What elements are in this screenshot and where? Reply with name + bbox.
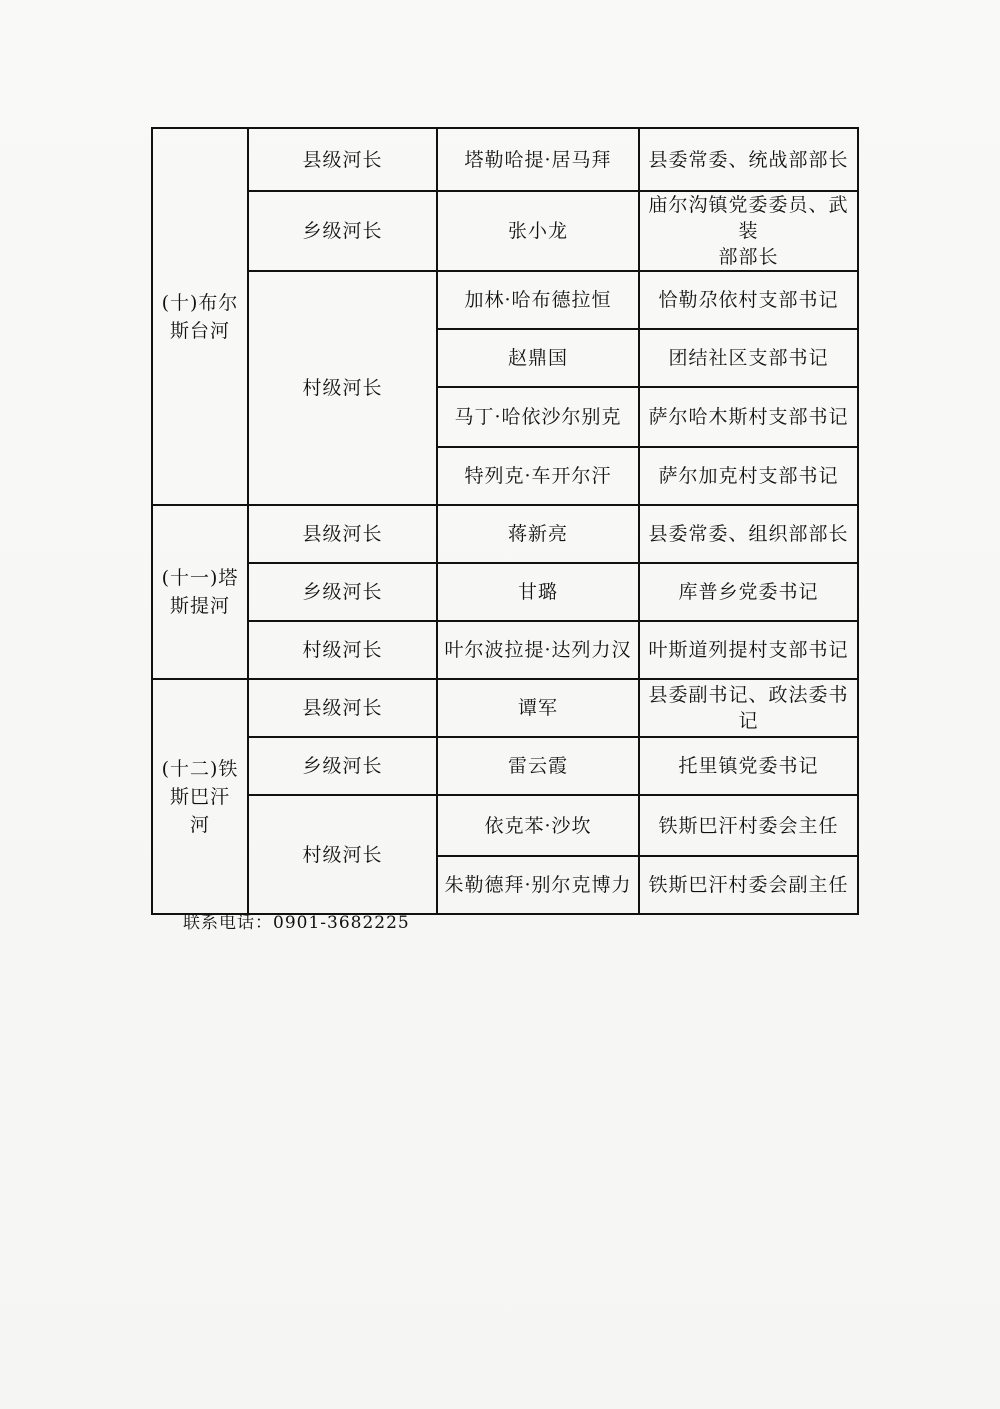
chief-title-cell xyxy=(639,191,858,271)
chief-level-cell: 县级河长 xyxy=(248,505,437,563)
chief-name-cell: 雷云霞 xyxy=(437,737,639,795)
river-name-cell xyxy=(152,505,248,679)
chief-name-cell: 依克苯·沙坎 xyxy=(437,795,639,856)
chief-level-cell: 乡级河长 xyxy=(248,563,437,621)
chief-name-cell: 甘璐 xyxy=(437,563,639,621)
chief-level-cell: 乡级河长 xyxy=(248,191,437,271)
table-row xyxy=(152,128,858,191)
table-row xyxy=(152,563,858,621)
river-name-line: 斯提河 xyxy=(169,595,230,617)
chief-title-cell: 县委常委、组织部部长 xyxy=(639,505,858,563)
chief-name-cell: 谭军 xyxy=(437,679,639,737)
table-row xyxy=(152,795,858,856)
chief-title-cell: 库普乡党委书记 xyxy=(639,563,858,621)
chief-name-cell: 蒋新亮 xyxy=(437,505,639,563)
chief-name-cell: 赵鼎国 xyxy=(437,329,639,387)
chief-title-cell: 恰勒尕依村支部书记 xyxy=(639,271,858,329)
table-row xyxy=(152,505,858,563)
contact-line xyxy=(183,908,410,933)
chief-title-cell: 铁斯巴汗村委会副主任 xyxy=(639,856,858,914)
table-row xyxy=(152,737,858,795)
chief-level-cell: 村级河长 xyxy=(248,795,437,914)
river-name-line: 斯台河 xyxy=(169,319,230,342)
chief-title-cell: 县委副书记、政法委书记 xyxy=(639,679,858,737)
river-chief-table xyxy=(151,127,859,915)
chief-name-cell: 张小龙 xyxy=(437,191,639,271)
river-name-line: (十一)塔 xyxy=(161,567,239,589)
chief-title-cell: 叶斯道列提村支部书记 xyxy=(639,621,858,679)
chief-name-cell: 马丁·哈依沙尔别克 xyxy=(437,387,639,447)
table-row xyxy=(152,621,858,679)
contact-phone: 0901-3682225 xyxy=(273,913,410,933)
river-name-line: (十二)铁 xyxy=(161,757,239,780)
table-row xyxy=(152,191,858,271)
chief-level-cell: 县级河长 xyxy=(248,679,437,737)
chief-name-cell: 塔勒哈提·居马拜 xyxy=(437,128,639,191)
chief-title-line: 庙尔沟镇党委委员、武装 xyxy=(648,194,849,242)
chief-title-cell: 托里镇党委书记 xyxy=(639,737,858,795)
river-name-line: 斯巴汗河 xyxy=(169,785,230,836)
chief-title-cell: 萨尔哈木斯村支部书记 xyxy=(639,387,858,447)
contact-label: 联系电话： xyxy=(183,913,273,933)
river-name-cell xyxy=(152,679,248,914)
chief-level-cell: 村级河长 xyxy=(248,621,437,679)
chief-name-cell: 叶尔波拉提·达列力汉 xyxy=(437,621,639,679)
river-name-cell xyxy=(152,128,248,505)
chief-title-line: 部部长 xyxy=(718,246,779,268)
chief-name-cell: 朱勒德拜·别尔克博力 xyxy=(437,856,639,914)
chief-title-cell: 萨尔加克村支部书记 xyxy=(639,447,858,505)
table-row xyxy=(152,271,858,329)
chief-level-cell: 县级河长 xyxy=(248,128,437,191)
chief-title-cell: 县委常委、统战部部长 xyxy=(639,128,858,191)
chief-level-cell: 村级河长 xyxy=(248,271,437,505)
chief-title-cell: 团结社区支部书记 xyxy=(639,329,858,387)
chief-name-cell: 特列克·车开尔汗 xyxy=(437,447,639,505)
chief-name-cell: 加林·哈布德拉恒 xyxy=(437,271,639,329)
table-row xyxy=(152,679,858,737)
chief-title-cell: 铁斯巴汗村委会主任 xyxy=(639,795,858,856)
chief-level-cell: 乡级河长 xyxy=(248,737,437,795)
river-name-line: (十)布尔 xyxy=(161,291,239,314)
